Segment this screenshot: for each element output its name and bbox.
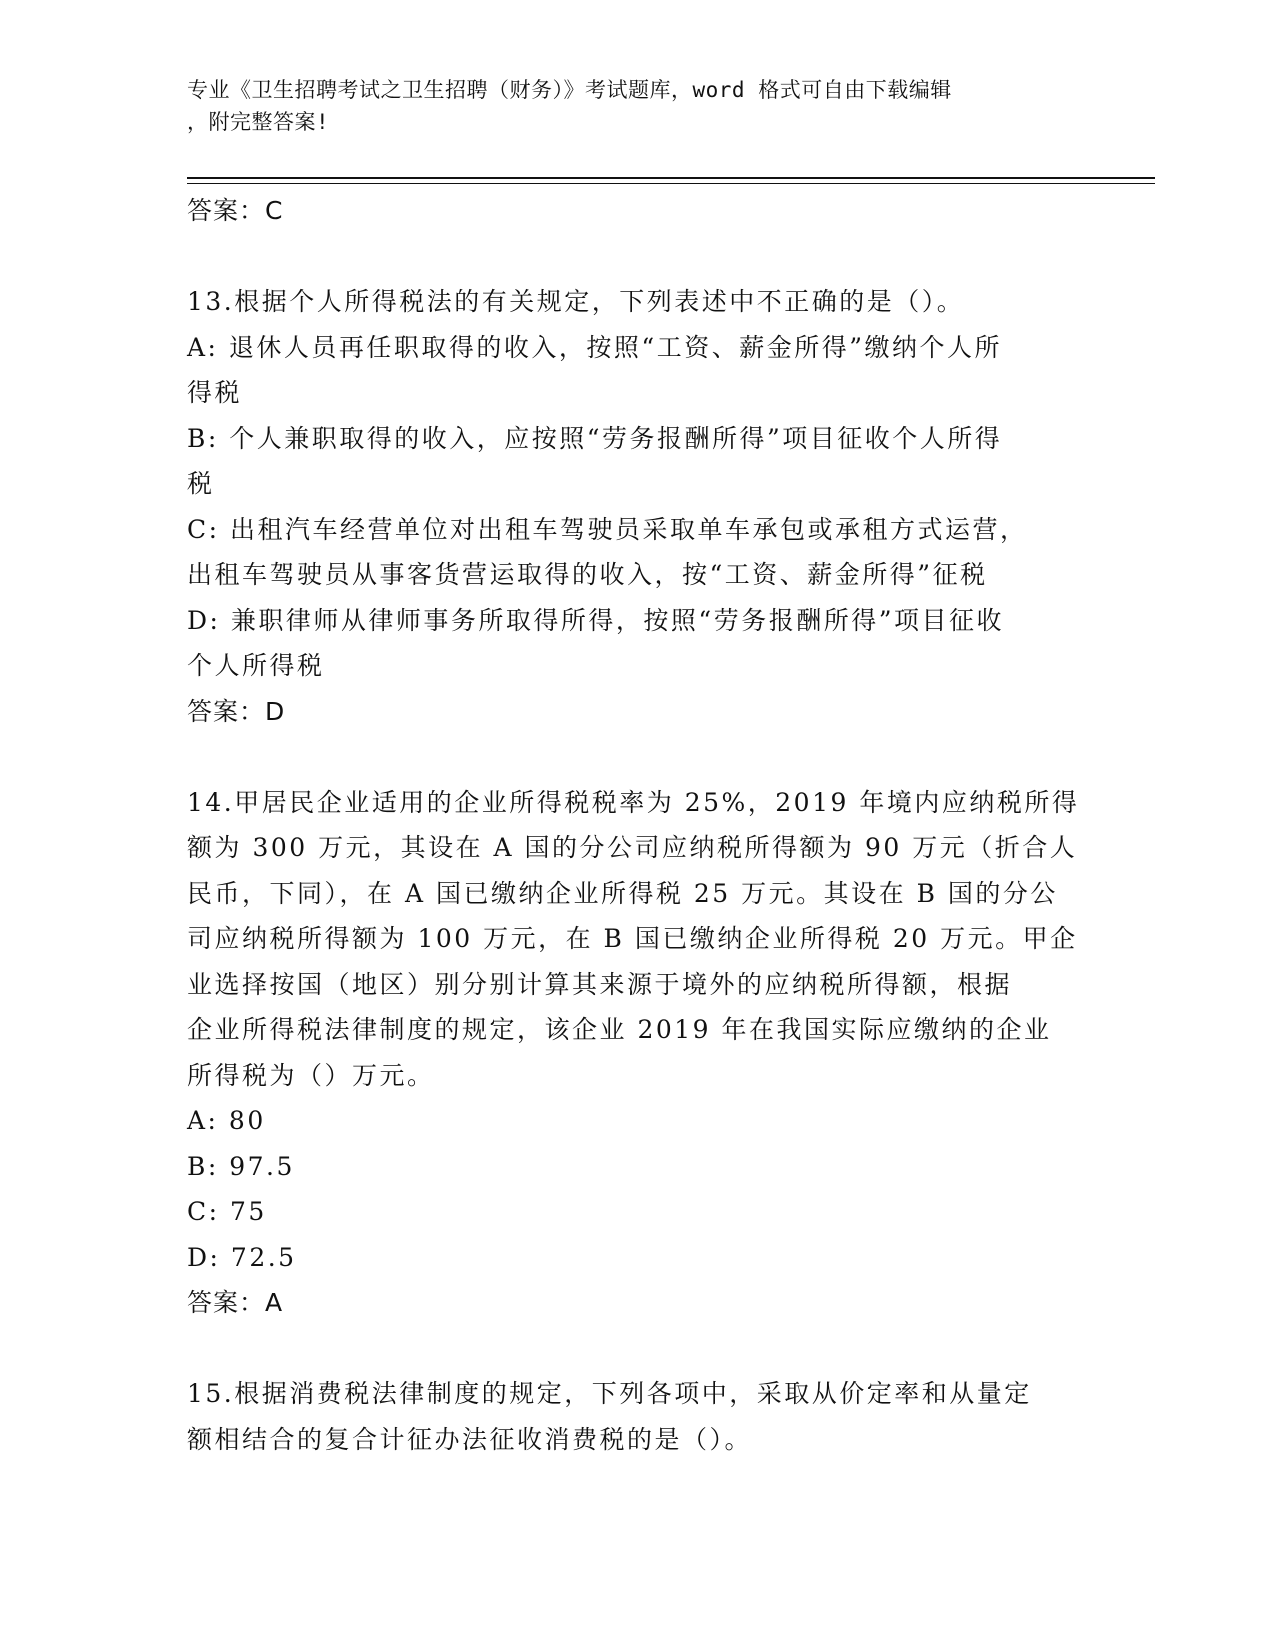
q13-answer: 答案：D — [187, 696, 286, 726]
q14-stem: 14.甲居民企业适用的企业所得税税率为 25%，2019 年境内应纳税所得 额为 300 万元，其设在 A 国的分公司应纳税所得额为 90 万元（折合人 民币，下同），在 A 国已缴纳企业所得税 25 万元。其设在 B 国的分公 司应纳税所得额为 100 万元，在 B 国已缴纳企业所得税 20 万元。甲企 业选择按国（地区）别分别计算其来源于境外的应纳税所得额，根据 企业所得税法律制度的规定，该企业 2019 年在我国实际应缴纳的企业 所得税为（）万元。 — [187, 787, 1080, 1090]
header-divider-thin — [187, 183, 1155, 184]
q14-option-a: A: 80 — [187, 1106, 266, 1135]
header-divider-thick — [187, 177, 1155, 179]
q13-option-b: B: 个人兼职取得的收入，应按照“劳务报酬所得”项目征收个人所得 税 — [187, 423, 1003, 498]
q14-option-c: C: 75 — [187, 1197, 267, 1226]
header-line-2: ，附完整答案! — [187, 110, 330, 134]
q14-option-d: D: 72.5 — [187, 1242, 297, 1272]
q13-option-c: C: 出租汽车经营单位对出租车驾驶员采取单车承包或承租方式运营， 出租车驾驶员从事客货营运取得的收入，按“工资、薪金所得”征税 — [187, 514, 1028, 589]
q13-stem: 13.根据个人所得税法的有关规定，下列表述中不正确的是（）。 — [187, 287, 965, 316]
header-line-1: 专业《卫生招聘考试之卫生招聘（财务）》考试题库，word 格式可自由下载编辑 — [187, 78, 952, 102]
question-15 — [187, 1371, 1087, 1462]
q15-stem: 15.根据消费税法律制度的规定，下列各项中，采取从价定率和从量定 额相结合的复合计征办法征收消费税的是（）。 — [187, 1379, 1032, 1454]
prev-answer: 答案：C — [187, 196, 284, 225]
q14-answer: 答案：A — [187, 1288, 284, 1317]
exam-content — [187, 188, 1087, 1462]
document-header — [187, 74, 1087, 138]
question-13 — [187, 279, 1087, 734]
question-14 — [187, 780, 1087, 1326]
q13-option-a: A: 退休人员再任职取得的收入，按照“工资、薪金所得”缴纳个人所 得税 — [187, 332, 1002, 407]
q14-option-b: B: 97.5 — [187, 1151, 295, 1181]
q13-option-d: D: 兼职律师从律师事务所取得所得，按照“劳务报酬所得”项目征收 个人所得税 — [187, 605, 1004, 680]
